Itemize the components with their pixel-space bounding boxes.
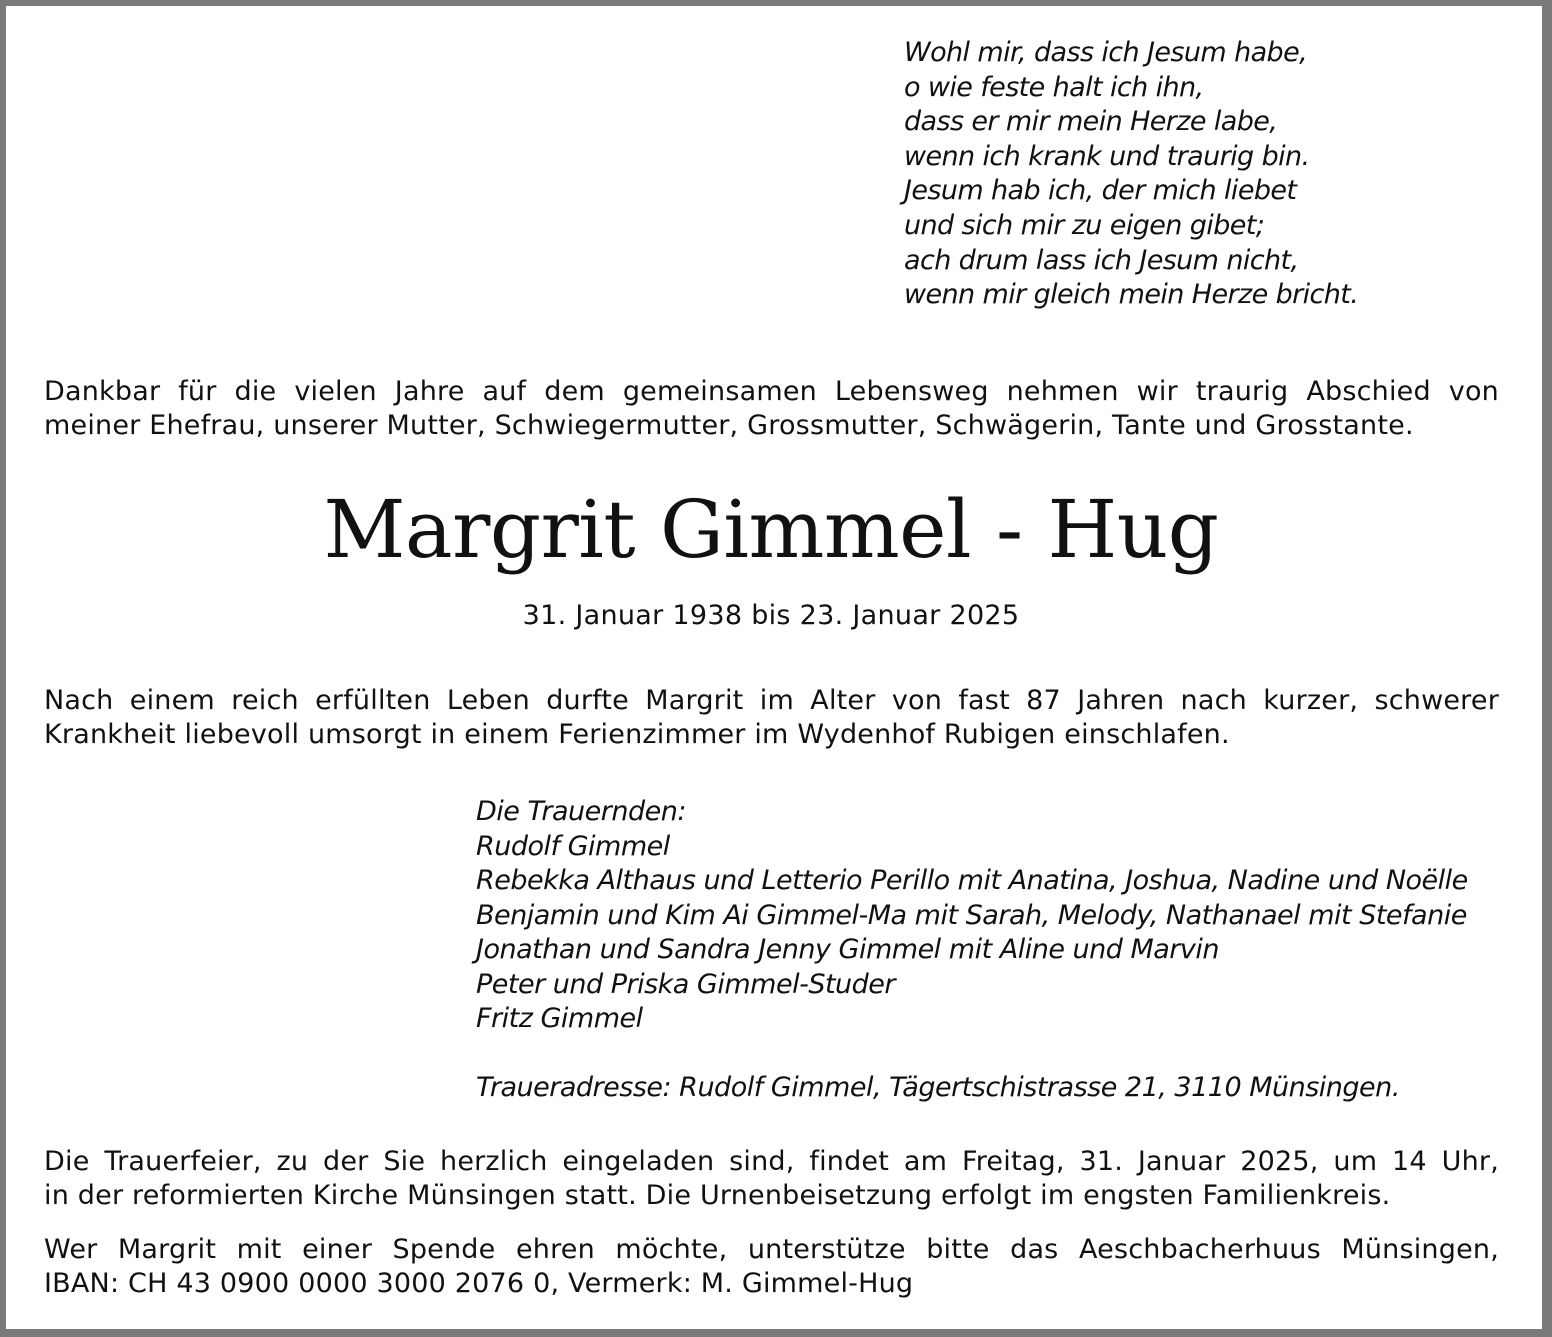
intro-line: meiner Ehefrau, unserer Mutter, Schwiegermutter, Grossmutter, Schwägerin, Tante und Grosstante. — [44, 410, 1414, 441]
ceremony-line: Die Trauerfeier, zu der Sie herzlich eingeladen sind, findet am Freitag, 31. Januar 2025, um 14 Uhr, — [44, 1146, 1499, 1177]
passing-line: Nach einem reich erfüllten Leben durfte Margrit im Alter von fast 87 Jahren nach kurzer, schwerer — [44, 685, 1499, 716]
donation-line: IBAN: CH 43 0900 0000 3000 2076 0, Vermerk: M. Gimmel-Hug — [44, 1268, 914, 1299]
passing-line: Krankheit liebevoll umsorgt in einem Ferienzimmer im Wydenhof Rubigen einschlafen. — [44, 719, 1230, 750]
mourner-name: Jonathan und Sandra Jenny Gimmel mit Aline und Marvin — [476, 934, 1219, 965]
passing-paragraph — [44, 684, 1499, 752]
poem-line: Jesum hab ich, der mich liebet — [904, 175, 1297, 207]
poem-line: wenn mir gleich mein Herze bricht. — [904, 279, 1359, 311]
poem-line: wenn ich krank und traurig bin. — [904, 140, 1310, 172]
mourner-name: Rudolf Gimmel — [476, 830, 670, 862]
life-dates: 31. Januar 1938 bis 23. Januar 2025 — [522, 600, 1020, 631]
mourner-name: Rebekka Althaus und Letterio Perillo mit Anatina, Joshua, Nadine und Noëlle — [476, 865, 1468, 896]
ceremony-paragraph — [44, 1145, 1499, 1213]
deceased-name: Margrit Gimmel - Hug — [323, 483, 1219, 576]
poem-line: o wie feste halt ich ihn, — [904, 71, 1204, 103]
poem-line: dass er mir mein Herze labe, — [904, 106, 1278, 138]
mourners-list — [476, 795, 1468, 1037]
mourner-name: Fritz Gimmel — [476, 1003, 643, 1034]
mourning-address: Traueradresse: Rudolf Gimmel, Tägertschistrasse 21, 3110 Münsingen. — [476, 1072, 1400, 1103]
mourner-name: Peter und Priska Gimmel-Studer — [476, 968, 896, 1000]
intro-paragraph — [44, 375, 1499, 443]
mourners-heading: Die Trauernden: — [476, 796, 686, 827]
donation-line: Wer Margrit mit einer Spende ehren möchte, unterstütze bitte das Aeschbacherhuus Münsingen, — [44, 1234, 1499, 1265]
ceremony-line: in der reformierten Kirche Münsingen statt. Die Urnenbeisetzung erfolgt im engsten Familienkreis. — [44, 1180, 1391, 1211]
poem-verse — [904, 36, 1358, 313]
donation-paragraph — [44, 1233, 1499, 1301]
mourner-name: Benjamin und Kim Ai Gimmel-Ma mit Sarah, Melody, Nathanael mit Stefanie — [476, 899, 1467, 931]
poem-line: ach drum lass ich Jesum nicht, — [904, 244, 1299, 276]
poem-line: und sich mir zu eigen gibet; — [904, 209, 1265, 241]
intro-line: Dankbar für die vielen Jahre auf dem gemeinsamen Lebensweg nehmen wir traurig Abschied von — [44, 376, 1499, 407]
poem-line: Wohl mir, dass ich Jesum habe, — [904, 37, 1308, 68]
